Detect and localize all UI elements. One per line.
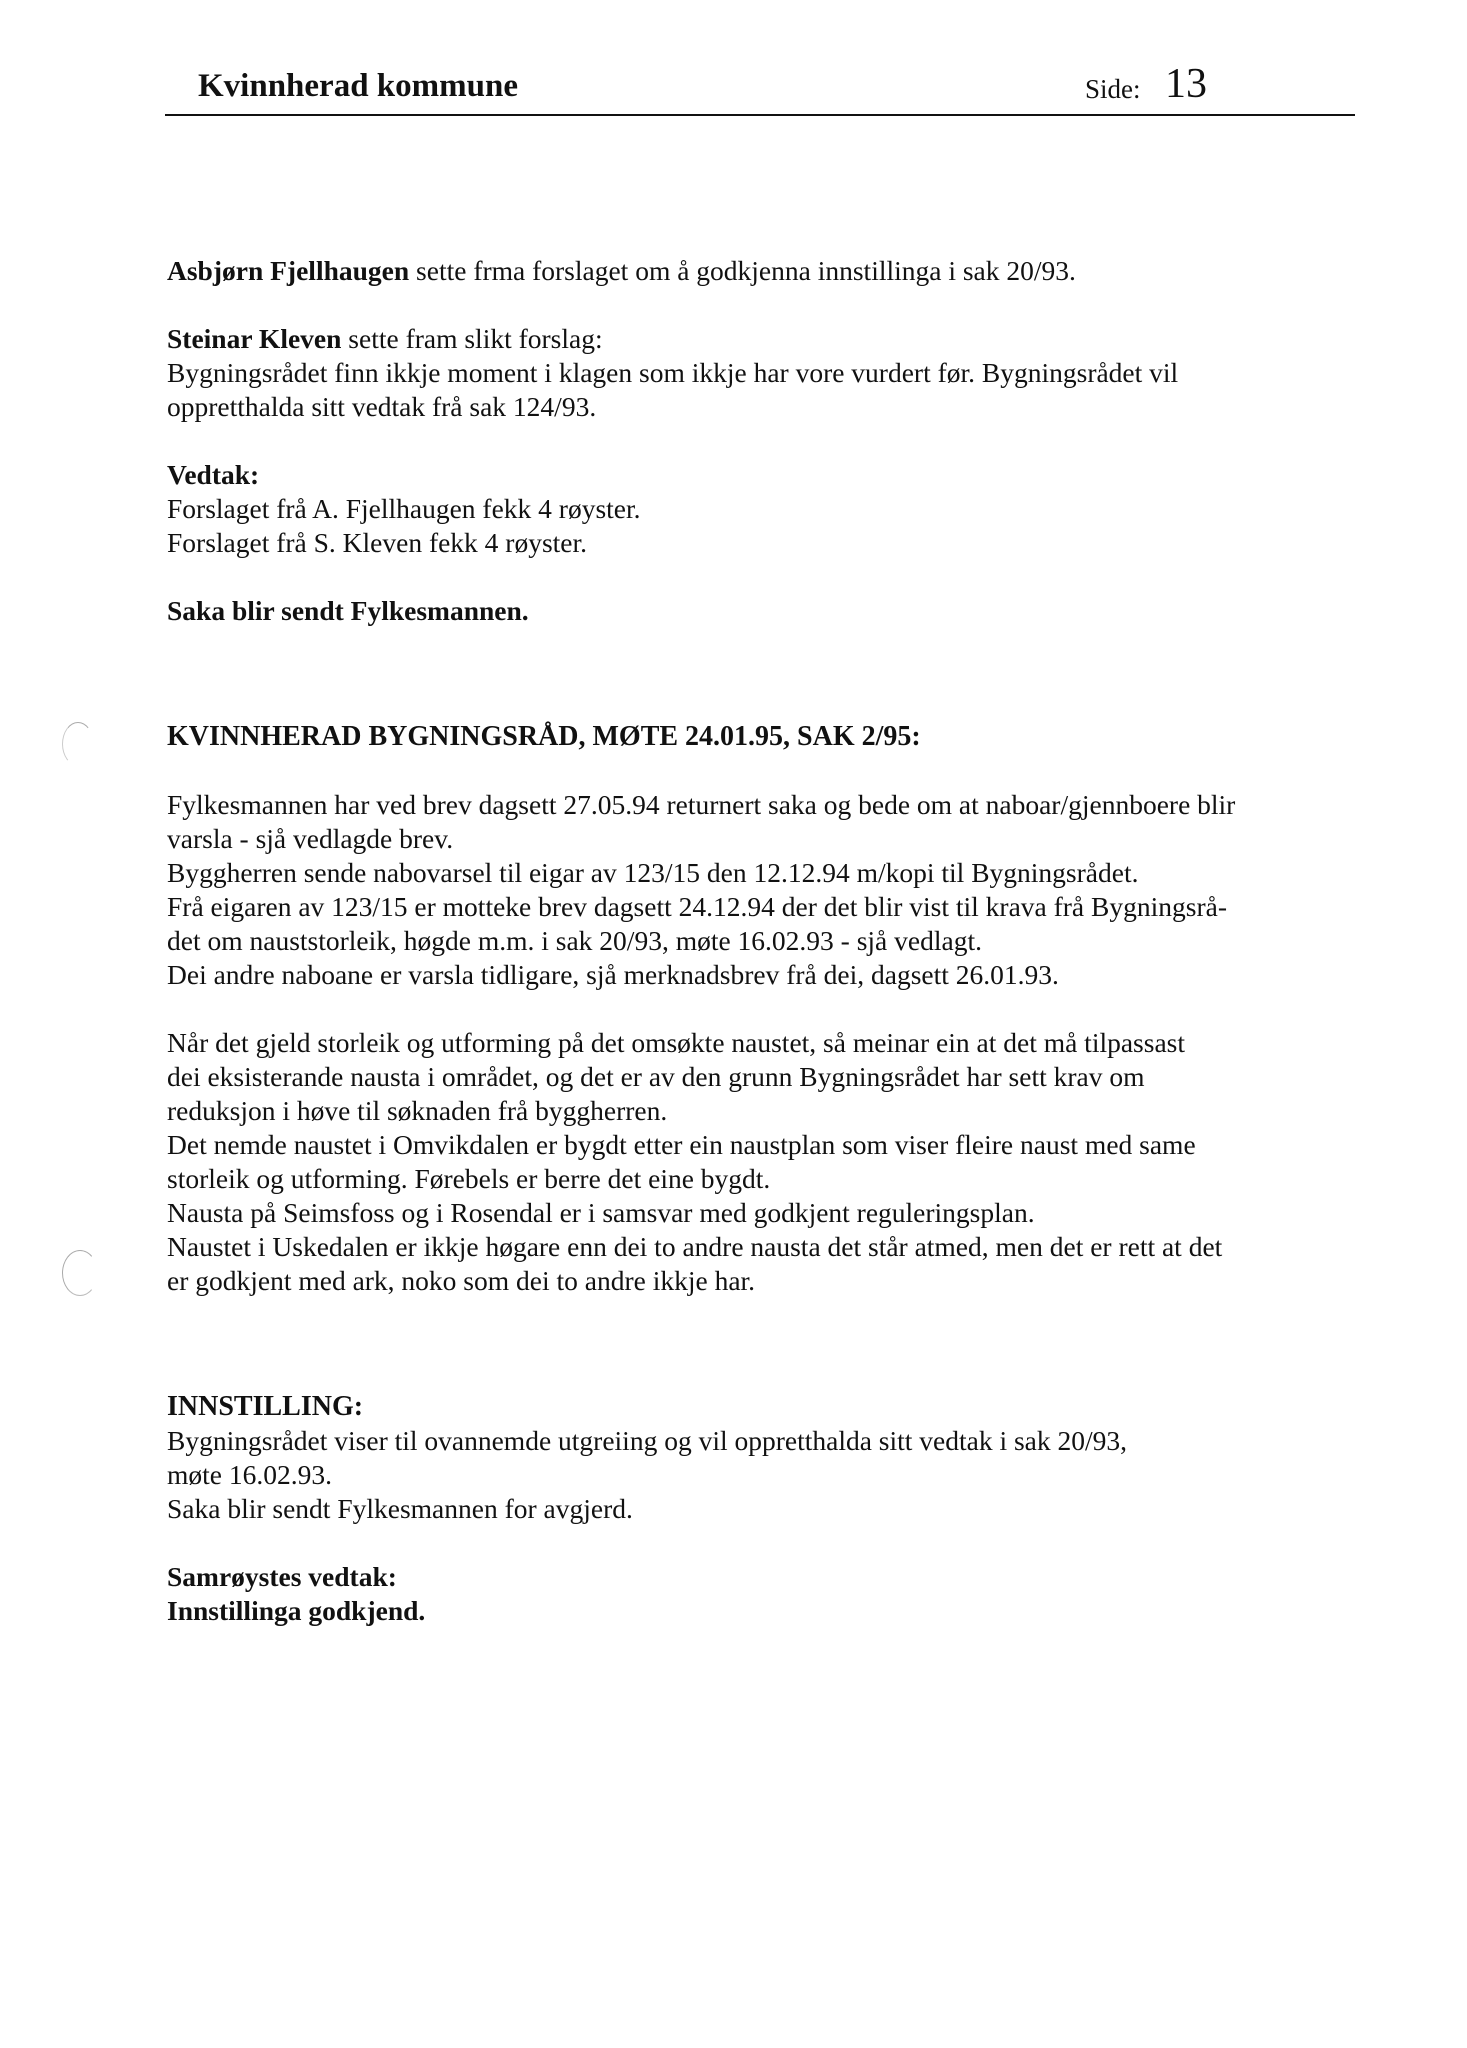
vedtak-label: Vedtak: bbox=[167, 459, 260, 490]
body-line: Nausta på Seimsfoss og i Rosendal er i samsvar med godkjent reguleringsplan. bbox=[167, 1197, 1035, 1228]
decision-label: Samrøystes vedtak: bbox=[167, 1561, 397, 1592]
body-line: varsla - sjå vedlagde brev. bbox=[167, 823, 454, 854]
body-line: storleik og utforming. Førebels er berre det eine bygdt. bbox=[167, 1163, 771, 1194]
proposal-text: sette fram slikt forslag: bbox=[341, 323, 603, 354]
body-line: er godkjent med ark, noko som dei to andre ikkje har. bbox=[167, 1265, 756, 1296]
body-line: reduksjon i høve til søknaden frå byggherren. bbox=[167, 1095, 668, 1126]
body-line: Det nemde naustet i Omvikdalen er bygdt etter ein naustplan som viser fleire naust med same bbox=[167, 1129, 1196, 1160]
page-number: 13 bbox=[1165, 61, 1207, 107]
conclusion-line: Saka blir sendt Fylkesmannen. bbox=[167, 595, 529, 626]
decision-text: Innstillinga godkjend. bbox=[167, 1595, 426, 1626]
proposal-fjellhaugen bbox=[167, 254, 1357, 288]
speaker-name: Asbjørn Fjellhaugen bbox=[167, 255, 410, 286]
vote-result: Forslaget frå S. Kleven fekk 4 røyster. bbox=[167, 527, 588, 558]
page-header-title: Kvinnherad kommune bbox=[198, 68, 518, 104]
page-number-label: Side: bbox=[1085, 74, 1141, 104]
body-line: Byggherren sende nabovarsel til eigar av 123/15 den 12.12.94 m/kopi til Bygningsrådet. bbox=[167, 857, 1139, 888]
body-line: Bygningsrådet viser til ovannemde utgreiing og vil oppretthalda sitt vedtak i sak 20/93, bbox=[167, 1425, 1128, 1456]
page-header bbox=[165, 62, 1355, 116]
proposal-kleven-line: oppretthalda sitt vedtak frå sak 124/93. bbox=[167, 391, 597, 422]
body-line: Frå eigaren av 123/15 er motteke brev dagsett 24.12.94 der det blir vist til krava frå Bygningsrå- bbox=[167, 891, 1227, 922]
body-line: det om naustst​orleik, høgde m.m. i sak 20/93, møte 16.02.93 - sjå vedlagt. bbox=[167, 925, 982, 956]
body-line: Saka blir sendt Fylkesmannen for avgjerd. bbox=[167, 1493, 633, 1524]
section-heading: KVINNHERAD BYGNINGSRÅD, MØTE 24.01.95, SAK 2/95: bbox=[167, 721, 921, 752]
body-line: Fylkesmannen har ved brev dagsett 27.05.94 returnert saka og bede om at naboar/gjennboere blir bbox=[167, 789, 1236, 820]
hole-punch-mark-top bbox=[62, 722, 94, 766]
proposal-kleven-intro bbox=[167, 322, 1357, 356]
hole-punch-mark-bottom bbox=[62, 1250, 98, 1296]
vote-result: Forslaget frå A. Fjellhaugen fekk 4 røyster. bbox=[167, 493, 641, 524]
innstilling-label: INNSTILLING: bbox=[167, 1391, 364, 1422]
document-body bbox=[167, 254, 1357, 1628]
body-line: dei eksisterande nausta i området, og det er av den grunn Bygningsrådet har sett krav om bbox=[167, 1061, 1145, 1092]
body-line: møte 16.02.93. bbox=[167, 1459, 332, 1490]
body-line: Når det gjeld storleik og utforming på det omsøkte naustet, så meinar ein at det må tilpassast bbox=[167, 1027, 1186, 1058]
speaker-name: Steinar Kleven bbox=[167, 323, 342, 354]
body-line: Naustet i Uskedalen er ikkje høgare enn dei to andre nausta det står atmed, men det er rett at det bbox=[167, 1231, 1223, 1262]
proposal-kleven-line: Bygningsrådet finn ikkje moment i klagen som ikkje har vore vurdert før. Bygningsrådet vil bbox=[167, 357, 1179, 388]
body-line: Dei andre naboane er varsla tidligare, sjå merknadsbrev frå dei, dagsett 26.01.93. bbox=[167, 959, 1059, 990]
proposal-text: sette frma forslaget om å godkjenna innstillinga i sak 20/93. bbox=[409, 255, 1076, 286]
